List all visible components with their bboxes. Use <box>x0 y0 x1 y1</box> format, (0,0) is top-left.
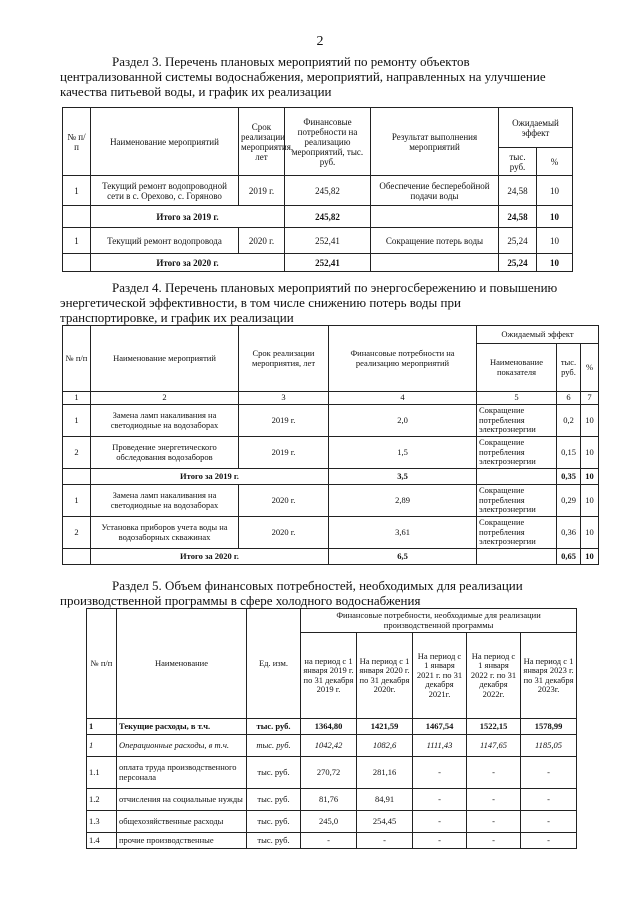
table-row <box>87 789 577 811</box>
cell-value: - <box>357 833 413 849</box>
cell-num: 2 <box>63 517 91 549</box>
col-period-header: На период с 1 января 2021 г. по 31 декабря 2021г. <box>413 633 467 719</box>
col-num-header: № п/ п <box>63 108 91 176</box>
cell-value: - <box>521 811 577 833</box>
cell-value: 245,0 <box>301 811 357 833</box>
cell-term: 2020 г. <box>239 485 329 517</box>
section-4-title-line: энергетической эффективности, в том числе снижению потерь воды при <box>60 295 461 310</box>
cell-rub: 0,65 <box>557 549 581 565</box>
cell-value: 1421,59 <box>357 719 413 735</box>
colnum: 6 <box>557 392 581 405</box>
col-finance-header: Финансовые потребности на реализацию мероприятий <box>329 326 477 392</box>
cell-unit: тыс. руб. <box>247 719 301 735</box>
cell-rub: 24,58 <box>499 176 537 206</box>
cell-pct: 10 <box>537 228 573 254</box>
cell-pct: 10 <box>537 206 573 228</box>
cell-value: 1082,6 <box>357 735 413 757</box>
cell-name: Замена ламп накаливания на светодиодные на водозаборах <box>91 485 239 517</box>
cell-pct: 10 <box>581 485 599 517</box>
cell-pct: 10 <box>581 437 599 469</box>
col-num-header: № п/п <box>63 326 91 392</box>
cell-value: - <box>521 833 577 849</box>
cell-value: - <box>413 833 467 849</box>
cell-num: 1 <box>63 176 91 206</box>
cell-unit: тыс. руб. <box>247 811 301 833</box>
table-row <box>87 735 577 757</box>
cell-finance: 245,82 <box>285 176 371 206</box>
cell-value: 1147,65 <box>467 735 521 757</box>
cell-value: 1364,80 <box>301 719 357 735</box>
total-row <box>63 469 599 485</box>
col-period-header: На период с 1 января 2022 г. по 31 декабря 2022г. <box>467 633 521 719</box>
colnum: 4 <box>329 392 477 405</box>
section-3-table <box>62 107 573 272</box>
cell-term: 2019 г. <box>239 405 329 437</box>
cell-total-label: Итого за 2019 г. <box>91 206 285 228</box>
cell-indicator: Сокращение потребления электроэнергии <box>477 437 557 469</box>
colnum: 1 <box>63 392 91 405</box>
cell-value: - <box>413 757 467 789</box>
cell-unit: тыс. руб. <box>247 789 301 811</box>
cell-result: Обеспечение бесперебойной подачи воды <box>371 176 499 206</box>
cell-num: 2 <box>63 437 91 469</box>
section-5-title-line: Раздел 5. Объем финансовых потребностей, необходимых для реализации <box>112 578 523 593</box>
cell-value: 270,72 <box>301 757 357 789</box>
col-group-header: Финансовые потребности, необходимые для реализации производственной программы <box>301 609 577 633</box>
cell-value: 1185,05 <box>521 735 577 757</box>
cell-indicator: Сокращение потребления электроэнергии <box>477 405 557 437</box>
section-4-title <box>60 280 570 325</box>
cell-name: отчисления на социальные нужды <box>117 789 247 811</box>
cell-rub: 24,58 <box>499 206 537 228</box>
cell-name: Установка приборов учета воды на водозаборных скважинах <box>91 517 239 549</box>
cell-pct: 10 <box>581 549 599 565</box>
cell-unit: тыс. руб. <box>247 757 301 789</box>
cell-finance: 3,5 <box>329 469 477 485</box>
table-row <box>87 757 577 789</box>
total-row <box>63 549 599 565</box>
col-pct-header: % <box>537 148 573 176</box>
cell-value: - <box>521 789 577 811</box>
cell-finance: 2,89 <box>329 485 477 517</box>
table-row <box>87 811 577 833</box>
cell-pct: 10 <box>537 254 573 272</box>
col-period-header: На период с 1 января 2023 г. по 31 декабря 2023г. <box>521 633 577 719</box>
col-finance-header: Финансовые потребности на реализацию мероприятий, тыс. руб. <box>285 108 371 176</box>
cell-rub: 25,24 <box>499 254 537 272</box>
col-name-header: Наименование мероприятий <box>91 108 239 176</box>
col-indicator-header: Наименование показателя <box>477 344 557 392</box>
cell-value: - <box>301 833 357 849</box>
cell-rub: 0,2 <box>557 405 581 437</box>
section-5-title <box>60 578 572 608</box>
cell-value: - <box>413 811 467 833</box>
cell-term: 2020 г. <box>239 517 329 549</box>
cell-finance: 2,0 <box>329 405 477 437</box>
cell-value: - <box>413 789 467 811</box>
table-row <box>63 405 599 437</box>
cell-name: Текущий ремонт водопровода <box>91 228 239 254</box>
cell-value: 1578,99 <box>521 719 577 735</box>
cell-value: 1111,43 <box>413 735 467 757</box>
cell-finance: 3,61 <box>329 517 477 549</box>
col-pct-header: % <box>581 344 599 392</box>
total-row <box>63 254 573 272</box>
table-row <box>63 485 599 517</box>
cell-value: 84,91 <box>357 789 413 811</box>
cell-finance: 252,41 <box>285 228 371 254</box>
table-row <box>63 517 599 549</box>
col-result-header: Результат выполнения мероприятий <box>371 108 499 176</box>
cell-value: 81,76 <box>301 789 357 811</box>
section-3-title <box>60 54 570 99</box>
table-row <box>63 176 573 206</box>
cell-finance: 6,5 <box>329 549 477 565</box>
cell-finance: 1,5 <box>329 437 477 469</box>
page-number: 2 <box>316 34 324 49</box>
section-3-title-line: Раздел 3. Перечень плановых мероприятий по ремонту объектов <box>112 54 470 69</box>
cell-term: 2019 г. <box>239 437 329 469</box>
cell-value: - <box>467 811 521 833</box>
cell-rub: 0,29 <box>557 485 581 517</box>
col-name-header: Наименование <box>117 609 247 719</box>
cell-name: прочие производственные <box>117 833 247 849</box>
cell-value: 281,16 <box>357 757 413 789</box>
col-period-header: На период с 1 января 2020 г. по 31 декабря 2020г. <box>357 633 413 719</box>
cell-term: 2019 г. <box>239 176 285 206</box>
cell-num: 1.4 <box>87 833 117 849</box>
cell-num: 1 <box>63 405 91 437</box>
colnum: 5 <box>477 392 557 405</box>
col-unit-header: Ед. изм. <box>247 609 301 719</box>
cell-value: 1467,54 <box>413 719 467 735</box>
col-period-header: на период с 1 января 2019 г. по 31 декабря 2019 г. <box>301 633 357 719</box>
colnum: 7 <box>581 392 599 405</box>
table-row <box>87 833 577 849</box>
section-5-table <box>86 608 577 849</box>
cell-num: 1 <box>87 719 117 735</box>
cell-unit: тыс. руб. <box>247 735 301 757</box>
cell-indicator: Сокращение потребления электроэнергии <box>477 517 557 549</box>
col-effect-header: Ожидаемый эффект <box>477 326 599 344</box>
col-name-header: Наименование мероприятий <box>91 326 239 392</box>
cell-term: 2020 г. <box>239 228 285 254</box>
section-3-title-line: централизованной системы водоснабжения, мероприятий, направленных на улучшение <box>60 69 546 84</box>
col-num-header: № п/п <box>87 609 117 719</box>
table-row <box>63 437 599 469</box>
cell-unit: тыс. руб. <box>247 833 301 849</box>
cell-num: 1.2 <box>87 789 117 811</box>
cell-name: общехозяйственные расходы <box>117 811 247 833</box>
colnum: 3 <box>239 392 329 405</box>
cell-total-label: Итого за 2020 г. <box>91 549 329 565</box>
cell-name: Операционные расходы, в т.ч. <box>117 735 247 757</box>
cell-num: 1.3 <box>87 811 117 833</box>
cell-name: Замена ламп накаливания на светодиодные на водозаборах <box>91 405 239 437</box>
cell-total-label: Итого за 2019 г. <box>91 469 329 485</box>
cell-num: 1 <box>63 485 91 517</box>
section-5-title-line: производственной программы в сфере холодного водоснабжения <box>60 593 421 608</box>
section-3-title-line: качества питьевой воды, и график их реализации <box>60 84 332 99</box>
cell-finance: 245,82 <box>285 206 371 228</box>
cell-pct: 10 <box>581 469 599 485</box>
total-row <box>63 206 573 228</box>
cell-rub: 0,35 <box>557 469 581 485</box>
col-term-header: Срок реализации мероприятия, лет <box>239 326 329 392</box>
cell-rub: 0,15 <box>557 437 581 469</box>
cell-value: 1042,42 <box>301 735 357 757</box>
column-numbers-row <box>63 392 599 405</box>
cell-value: - <box>521 757 577 789</box>
cell-rub: 0,36 <box>557 517 581 549</box>
cell-total-label: Итого за 2020 г. <box>91 254 285 272</box>
cell-num: 1 <box>63 228 91 254</box>
cell-num: 1 <box>87 735 117 757</box>
cell-value: 1522,15 <box>467 719 521 735</box>
cell-name: Текущий ремонт водопроводной сети в с. Орехово, с. Горяново <box>91 176 239 206</box>
colnum: 2 <box>91 392 239 405</box>
cell-value: 254,45 <box>357 811 413 833</box>
cell-indicator: Сокращение потребления электроэнергии <box>477 485 557 517</box>
table-row <box>63 228 573 254</box>
cell-finance: 252,41 <box>285 254 371 272</box>
cell-value: - <box>467 757 521 789</box>
cell-result: Сокращение потерь воды <box>371 228 499 254</box>
section-4-table <box>62 325 599 565</box>
col-rub-header: тыс. руб. <box>499 148 537 176</box>
cell-value: - <box>467 789 521 811</box>
cell-rub: 25,24 <box>499 228 537 254</box>
col-effect-header: Ожидаемый эффект <box>499 108 573 148</box>
cell-num: 1.1 <box>87 757 117 789</box>
cell-value: - <box>467 833 521 849</box>
col-term-header: Срок реализации мероприятия, лет <box>239 108 285 176</box>
cell-name: Проведение энергетического обследования водозаборов <box>91 437 239 469</box>
cell-pct: 10 <box>537 176 573 206</box>
table-row <box>87 719 577 735</box>
col-rub-header: тыс. руб. <box>557 344 581 392</box>
cell-pct: 10 <box>581 405 599 437</box>
cell-pct: 10 <box>581 517 599 549</box>
section-4-title-line: Раздел 4. Перечень плановых мероприятий по энергосбережению и повышению <box>112 280 558 295</box>
section-4-title-line: транспортировке, и график их реализации <box>60 310 294 325</box>
cell-name: оплата труда производственного персонала <box>117 757 247 789</box>
cell-name: Текущие расходы, в т.ч. <box>117 719 247 735</box>
